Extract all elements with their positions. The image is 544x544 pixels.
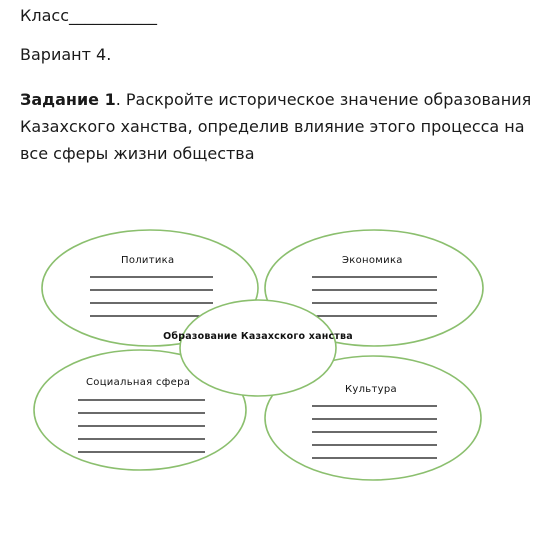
task-label: Задание 1 bbox=[20, 90, 116, 109]
task-text: . Раскройте историческое значение образования Казахского ханства, определив влияние этого процесса на все сферы жизни общества bbox=[20, 90, 532, 163]
social-label: Социальная сфера bbox=[86, 377, 191, 388]
politics-label: Политика bbox=[121, 255, 175, 266]
economy-label: Экономика bbox=[342, 255, 403, 266]
class-field: Класс___________ bbox=[20, 6, 157, 25]
center-label: Образование Казахского ханства bbox=[163, 331, 353, 342]
variant-title: Вариант 4. bbox=[20, 45, 112, 64]
culture-label: Культура bbox=[345, 384, 397, 395]
